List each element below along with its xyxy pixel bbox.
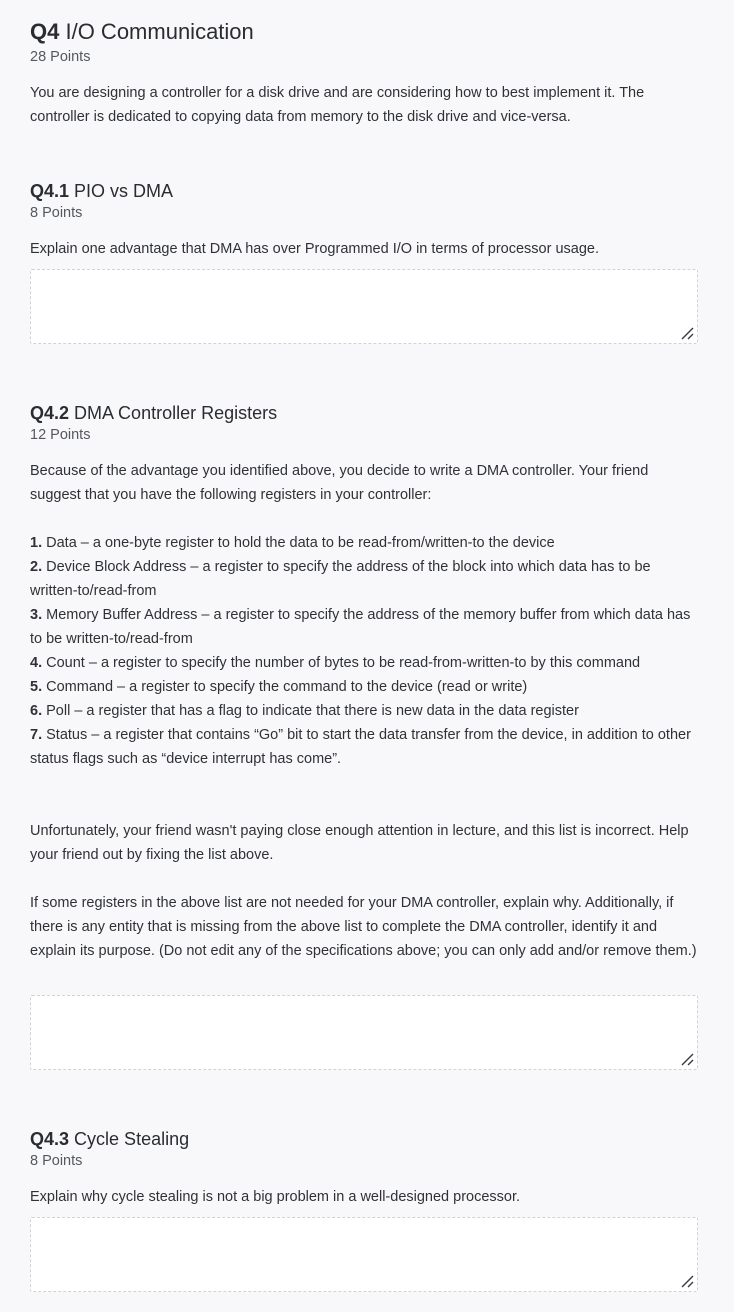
question-4-3-prompt: Explain why cycle stealing is not a big problem in a well-designed processor. (30, 1189, 521, 1205)
register-text: Status – a register that contains “Go” bit to start the data transfer from the device, in addition to other status flags such as “device interrupt has come”. (30, 727, 691, 767)
question-number: Q4 (30, 19, 60, 44)
register-text: Poll – a register that has a flag to indicate that there is new data in the data register (46, 703, 579, 719)
resize-handle-icon[interactable] (680, 1052, 694, 1066)
question-4-2-intro: Because of the advantage you identified above, you decide to write a DMA controller. Your friend suggest that you have the following registers in your controller: (30, 463, 649, 503)
resize-handle-icon[interactable] (680, 326, 694, 340)
answer-textarea-4-1[interactable] (30, 269, 698, 344)
answer-textarea-4-2[interactable] (30, 995, 698, 1070)
question-4-2-points: 12 Points (30, 427, 91, 443)
question-4-description: You are designing a controller for a disk drive and are considering how to best implement it. The controller is dedicated to copying data from memory to the disk drive and vice-versa. (30, 85, 645, 125)
register-item (30, 699, 698, 723)
register-number: 2. (30, 559, 43, 575)
register-number: 1. (30, 535, 43, 551)
question-title: DMA Controller Registers (74, 403, 278, 423)
question-4-3-points: 8 Points (30, 1153, 83, 1169)
question-4-2-instructions: If some registers in the above list are not needed for your DMA controller, explain why. Additionally, if there is any entity that is missing from the above list to complete the DMA controller, identify it and explain its purpose. (Do not edit any of the specifications above; you can only add and/or remove them.) (30, 895, 697, 959)
register-item (30, 651, 698, 675)
register-item (30, 555, 698, 603)
question-4-2-context: Unfortunately, your friend wasn't paying close enough attention in lecture, and this list is incorrect. Help your friend out by fixing the list above. (30, 823, 689, 863)
question-number: Q4.3 (30, 1129, 70, 1149)
resize-handle-icon[interactable] (680, 1274, 694, 1288)
register-text: Memory Buffer Address – a register to specify the address of the memory buffer from which data has to be written-to/read-from (30, 607, 691, 647)
question-4-1-points: 8 Points (30, 205, 83, 221)
register-item (30, 603, 698, 651)
register-text: Data – a one-byte register to hold the data to be read-from/written-to the device (46, 535, 555, 551)
question-title: Cycle Stealing (74, 1129, 190, 1149)
answer-textarea-4-3[interactable] (30, 1217, 698, 1292)
register-number: 5. (30, 679, 43, 695)
register-item (30, 723, 698, 771)
register-item (30, 675, 698, 699)
question-number: Q4.2 (30, 403, 70, 423)
register-number: 3. (30, 607, 43, 623)
register-number: 7. (30, 727, 43, 743)
question-title: PIO vs DMA (74, 181, 174, 201)
question-4-1-prompt: Explain one advantage that DMA has over Programmed I/O in terms of processor usage. (30, 241, 600, 257)
register-item (30, 531, 698, 555)
register-text: Device Block Address – a register to specify the address of the block into which data has to be written-to/read-from (30, 559, 651, 599)
question-4-title (30, 0, 254, 46)
question-4-3-title (30, 1127, 189, 1151)
register-number: 4. (30, 655, 43, 671)
question-4-points: 28 Points (30, 49, 91, 65)
register-text: Command – a register to specify the command to the device (read or write) (46, 679, 528, 695)
question-4-2-title (30, 401, 277, 425)
question-4-1-title (30, 179, 173, 203)
question-title: I/O Communication (65, 19, 254, 44)
question-number: Q4.1 (30, 181, 70, 201)
register-number: 6. (30, 703, 43, 719)
register-text: Count – a register to specify the number of bytes to be read-from-written-to by this command (46, 655, 641, 671)
register-list (30, 531, 698, 771)
